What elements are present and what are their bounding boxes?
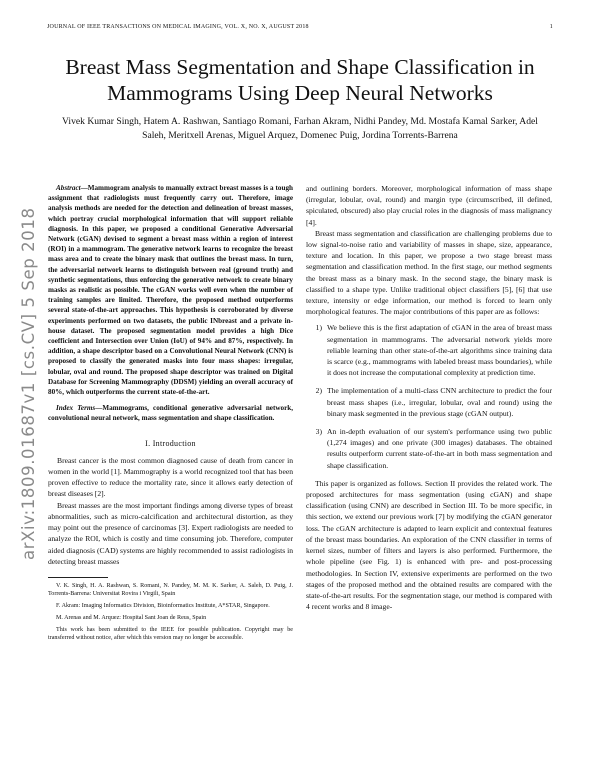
right-column <box>306 183 552 612</box>
footnote-affiliation-2: F. Akram: Imaging Informatics Division, Bioinformatics Institute, A*STAR, Singapore. <box>56 602 270 609</box>
abstract-text: —Mammogram analysis to manually extract breast masses is a tough assignment that radiologists must frequently carry out. Therefore, image analysis methods are needed for the detection and delineation of breast masses, which portray crucial morphological information that will support reliable diagnosis. In this paper, we proposed a conditional Generative Adversarial Network (cGAN) devised to segment a breast mass within a region of interest (ROI) in a mammogram. The generative network learns to recognize the breast mass area and to create the binary mask that outlines the breast mass. In turn, the adversarial network learns to distinguish between real (ground truth) and synthetic segmentations, thus enforcing the generative network to create binary masks as realistic as possible. The cGAN works well even when the number of training samples are limited. Therefore, the proposed method outperforms several state-of-the-art approaches. This hypothesis is corroborated by diverse experiments performed on two datasets, the public INbreast and a private in-house dataset. The proposed segmentation model provides a high Dice coefficient and Intersection over Union (IoU) of 94% and 87%, respectively. In addition, a shape descriptor based on a Convolutional Neural Network (CNN) is proposed to classify the generated masks into four mass shapes: irregular, lobular, oval and round. The proposed shape descriptor was trained on Digital Database for Screening Mammography (DDSM) yielding an overall accuracy of 80%, which outperforms the current state-of-the-art. <box>48 184 293 397</box>
list-item-text: The implementation of a multi-class CNN architecture to predict the four breast mass shapes (i.e., irregular, lobular, oval and round) using the binary mask segmented in the previous stage (cGAN output). <box>327 386 552 418</box>
right-paragraph-2: Breast mass segmentation and classification are challenging problems due to low signal-to-noise ratio and variability of masses in shape, size, appearance, texture and location. In this paper, we propose a two stage breast mass segmentation and classification method. In the first stage, our method segments the breast mass as a binary mask. In the second stage, the binary mask is classified to a shape type. Unlike traditional object classifiers [5], [6] that use texture, intensity or edge information, our method is forced to learn only morphological features. The major contributions of this paper are as follows: <box>306 228 552 317</box>
footnote-copyright-notice: This work has been submitted to the IEEE for possible publication. Copyright may be transferred without notice, after which this version may no longer be accessible. <box>48 626 293 641</box>
list-item <box>306 385 552 419</box>
abstract-label: Abstract <box>56 184 81 192</box>
author-list: Vivek Kumar Singh, Hatem A. Rashwan, Santiago Romani, Farhan Akram, Nidhi Pandey, Md. Mostafa Kamal Sarker, Adel Saleh, Meritxell Arenas, Miguel Arquez, Domenec Puig, Jordina Torrents-Barrena <box>62 116 538 141</box>
intro-paragraph-1: Breast cancer is the most common diagnosed cause of death from cancer in women in the world [1]. Mammography is a world recognized tool that has been proven effective to reduce the mortality rate, since it allows early detection of breast diseases [2]. <box>48 455 293 499</box>
list-item-number: 3) <box>315 427 322 437</box>
intro-paragraph-2: Breast masses are the most important findings among diverse types of breast abnormalities, such as micro-calcification and architectural distortion, as they may point out the presence of carcinomas [3]. Expert radiologists are needed to analyze the ROI, which is costly and time consuming job. Therefore, computer aided diagnosis (CAD) systems are highly recommended to assist radiologists in detecting breast masses <box>48 500 293 566</box>
footnote-divider <box>48 577 108 578</box>
list-item-number: 2) <box>315 386 322 396</box>
journal-header: JOURNAL OF IEEE TRANSACTIONS ON MEDICAL IMAGING, VOL. X, NO. X, AUGUST 2018 <box>47 24 309 30</box>
index-terms-label: Index Terms <box>56 404 96 413</box>
page-number: 1 <box>549 24 553 30</box>
arxiv-identifier: arXiv:1809.01687v1 [cs.CV] 5 Sep 2018 <box>19 207 38 560</box>
list-item-text: We believe this is the first adaptation of cGAN in the area of breast mass segmentation in mammograms. The adversarial network yields more reliable learning than other state-of-the-art algorithms since training data is scarce (e.g., mammograms with labeled breast mass boundaries), while it does not increase the computational complexity at prediction time. <box>327 323 552 378</box>
list-item-number: 1) <box>315 323 322 333</box>
arxiv-stamp <box>18 200 40 560</box>
right-paragraph-3: This paper is organized as follows. Section II provides the related work. The proposed architectures for mass segmentation (using cGAN) and shape classification (using CNN) are described in Section III. To be more specific, in this section, we extend our previous work [7] by modifying the cGAN generator loss. The cGAN architecture is adapted to learn explicit and contextual features of the breast mass boundaries. An exploration of the CNN classifier in terms of kernel sizes, number of filters and layers is also performed. Furthermore, the whole pipeline (see Fig. 1) is enhanced with pre- and post-processing methodologies. In Section IV, extensive experiments are performed on the two stages of the proposed method and the obtained results are compared with the state-of-the-art results. For the segmentation stage, our method is compared with 4 recent works and 8 image- <box>306 478 552 612</box>
section-heading-introduction: I. Introduction <box>145 438 196 448</box>
running-head <box>47 24 553 30</box>
footnote-affiliation-3: M. Arenas and M. Arquez: Hospital Sant Joan de Reus, Spain <box>56 614 207 621</box>
index-terms <box>48 403 293 423</box>
list-item <box>306 426 552 471</box>
left-column <box>48 183 293 646</box>
footnote-affiliation-1: V. K. Singh, H. A. Rashwan, S. Romani, N. Pandey, M. M. K. Sarker, A. Saleh, D. Puig, J. Torrents-Barrena: Universitat Rovira i Virgili, Spain <box>48 582 293 597</box>
right-paragraph-1: and outlining borders. Moreover, morphological information of mass shape (irregular, lobular, oval, round) and margin type (circumscribed, ill defined, spiculated, obscured) also play crucial roles in the diagnosis of mass malignancy [4]. <box>306 184 552 227</box>
paper-title: Breast Mass Segmentation and Shape Classification in Mammograms Using Deep Neural Networks <box>65 55 535 105</box>
abstract <box>48 183 293 397</box>
index-terms-text: —Mammograms, conditional generative adversarial network, convolutional neural network, mass segmentation and shape classification. <box>48 404 293 423</box>
contributions-list <box>306 322 552 470</box>
list-item <box>306 322 552 378</box>
list-item-text: An in-depth evaluation of our system's performance using two public (1,274 images) and one private (300 images) databases. The obtained results outperform current state-of-the-art in both mass segmentation and shape classification. <box>327 427 552 470</box>
